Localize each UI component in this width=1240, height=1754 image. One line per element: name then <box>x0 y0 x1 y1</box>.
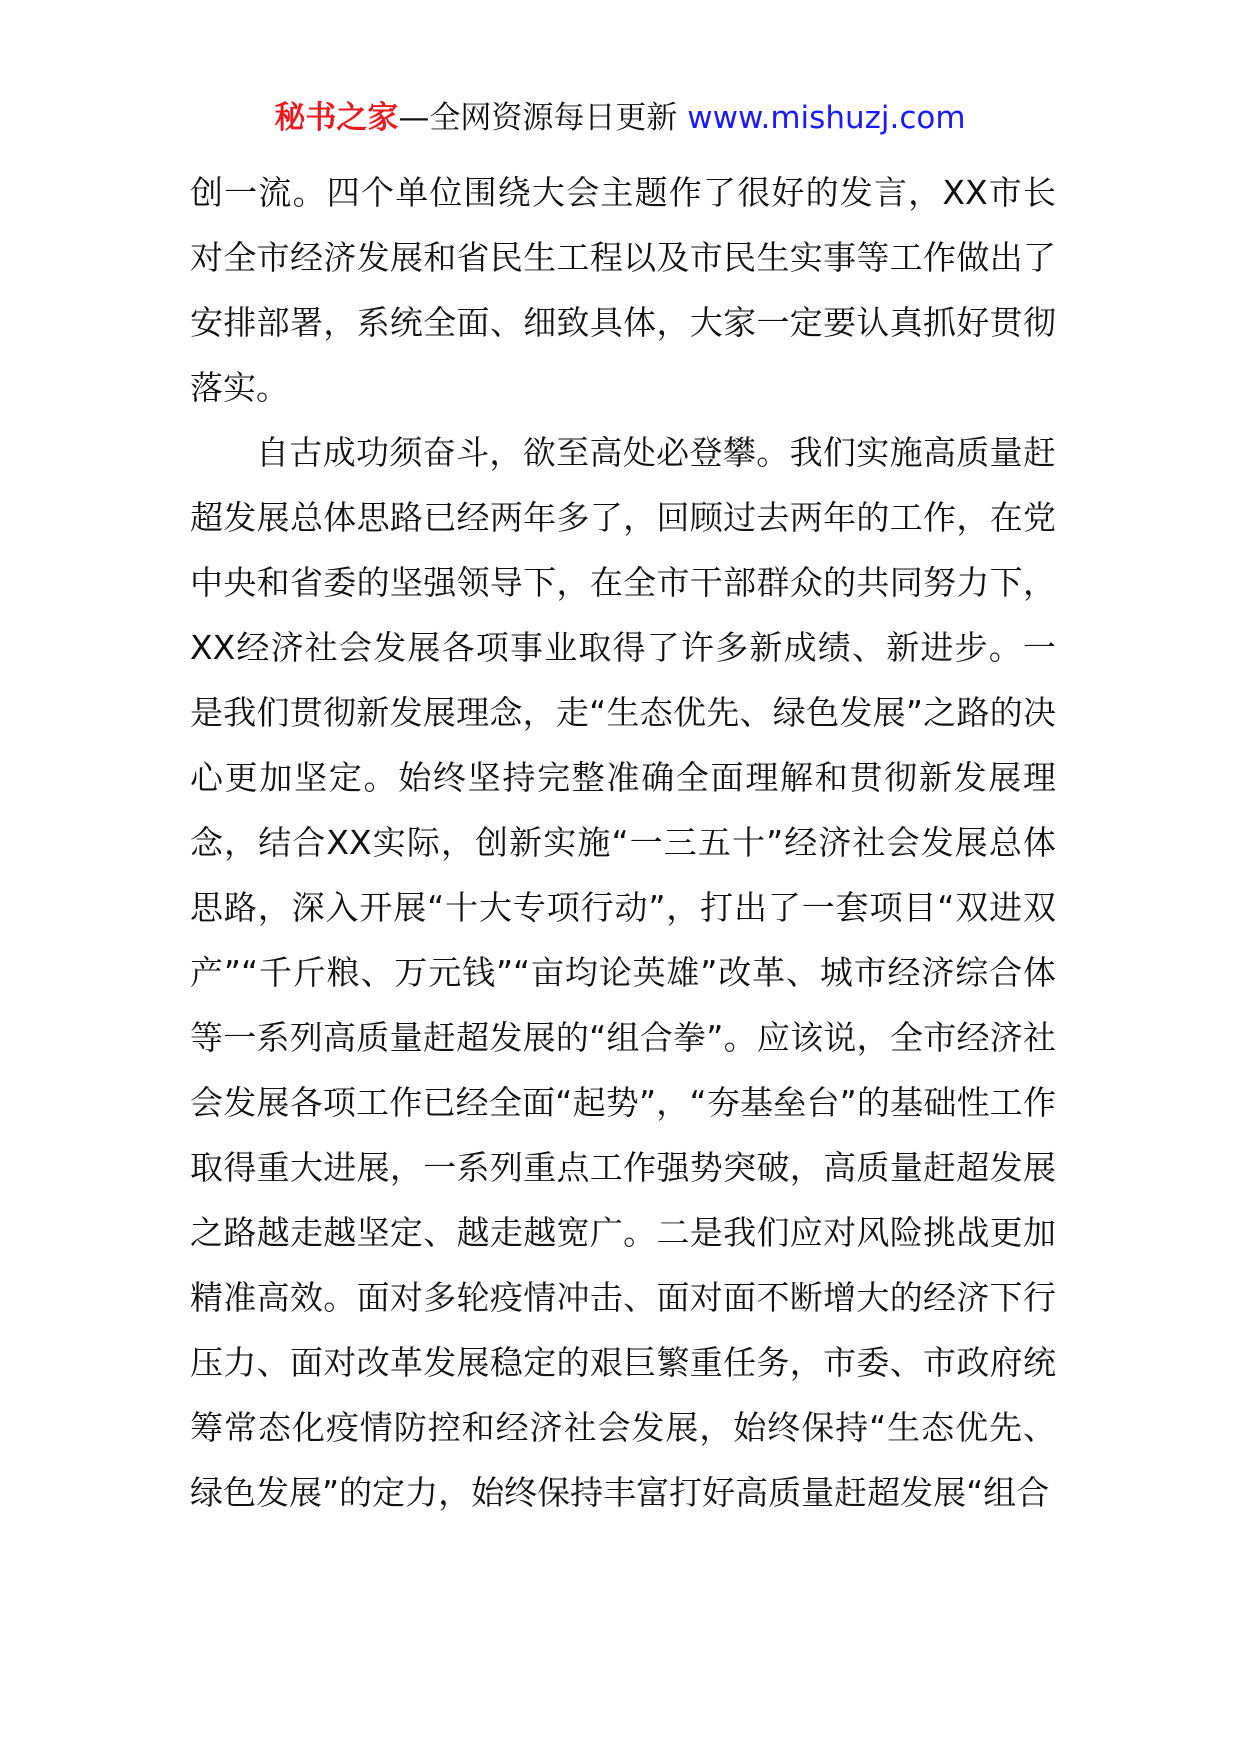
document-body <box>190 160 1056 1525</box>
header-url[interactable]: www.mishuzj.com <box>687 100 966 136</box>
header-slogan: —全网资源每日更新 <box>398 100 678 136</box>
paragraph-1: 创一流。四个单位围绕大会主题作了很好的发言，XX市长对全市经济发展和省民生工程以及市民生实事等工作做出了安排部署，系统全面、细致具体，大家一定要认真抓好贯彻落实。 <box>190 173 1056 407</box>
brand-name: 秘书之家 <box>274 100 399 136</box>
page-header <box>0 96 1240 140</box>
paragraph-2: 自古成功须奋斗，欲至高处必登攀。我们实施高质量赶超发展总体思路已经两年多了，回顾过去两年的工作，在党中央和省委的坚强领导下，在全市干部群众的共同努力下，XX经济社会发展各项事业取得了许多新成绩、新进步。一是我们贯彻新发展理念，走“生态优先、绿色发展”之路的决心更加坚定。始终坚持完整准确全面理解和贯彻新发展理念，结合XX实际，创新实施“一三五十”经济社会发展总体思路，深入开展“十大专项行动”，打出了一套项目“双进双产”“千斤粮、万元钱”“亩均论英雄”改革、城市经济综合体等一系列高质量赶超发展的“组合拳”。应该说，全市经济社会发展各项工作已经全面“起势”，“夯基垒台”的基础性工作取得重大进展，一系列重点工作强势突破，高质量赶超发展之路越走越坚定、越走越宽广。二是我们应对风险挑战更加精准高效。面对多轮疫情冲击、面对面不断增大的经济下行压力、面对改革发展稳定的艰巨繁重任务，市委、市政府统筹常态化疫情防控和经济社会发展，始终保持“生态优先、绿色发展”的定力，始终保持丰富打好高质量赶超发展“组合 <box>190 433 1056 1512</box>
